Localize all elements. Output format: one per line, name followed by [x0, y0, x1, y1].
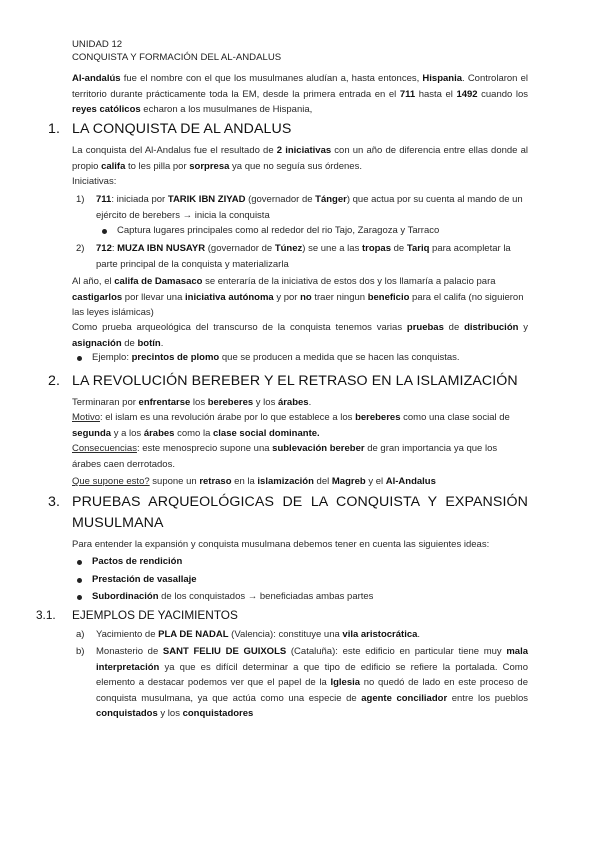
example-a-text: Yacimiento de PLA DE NADAL (Valencia): constituye una vila aristocrática.: [96, 629, 421, 640]
sub-bullet-text: Captura lugares principales como al rededor del rio Tajo, Zaragoza y Tarraco: [117, 225, 440, 236]
section-3-number: 3.: [48, 494, 61, 510]
item-2-text: 712: MUZA IBN NUSAYR (governador de Túnez) se une a las tropas de Tariq para acompletar la parte principal de la conquista y materializarla: [96, 243, 511, 270]
section-3-title-line-2: MUSULMANA: [72, 515, 164, 531]
bullet-dot-icon: [77, 595, 82, 600]
intro-paragraph: Al-andalús fue el nombre con el que los musulmanes aludían a, hasta entonces, Hispania. Controlaron el territorio durante prácticamente toda la EM, desde la primera entrada en el 711 hasta el 1492 cuando los reyes católicos echaron a los musulmanes de Hispania,: [72, 73, 529, 116]
section-3-1-title: EJEMPLOS DE YACIMIENTOS: [72, 608, 238, 622]
section-2-title: LA REVOLUCIÓN BEREBER Y EL RETRASO EN LA ISLAMIZACIÓN: [72, 373, 518, 389]
example-a-marker: a): [76, 629, 85, 640]
section-2-number: 2.: [48, 373, 61, 389]
section-2-paragraph-2: Motivo: el islam es una revolución árabe por lo que establece a los bereberes como una clase social de segunda y a los árabes como la clase social dominante.: [72, 412, 510, 439]
section-3-intro: Para entender la expansión y conquista musulmana debemos tener en cuenta las siguientes ideas:: [72, 539, 490, 550]
example-b-marker: b): [76, 646, 85, 657]
section-2-paragraph-4: Que supone esto? supone un retraso en la islamización del Magreb y el Al-Andalus: [72, 476, 436, 487]
example-b-text: Monasterio de SANT FELIU DE GUIXOLS (Cataluña): este edificio en particular tiene muy mala interpretación ya que es difícil determinar a que tipo de edificio se refiere la portalada. Como elemento a destacar podemos ver que el papel de la Iglesia no quedó de lado en este proceso de conquista musulmana, ya que actúa como una especie de agente conciliador entre los pueblos conquistados y los conquistadores: [96, 646, 528, 720]
document-subtitle: CONQUISTA Y FORMACIÓN DEL AL-ANDALUS: [72, 52, 282, 63]
section-3-bullet-3: Subordinación de los conquistados → beneficiadas ambas partes: [92, 591, 374, 602]
section-1-title: LA CONQUISTA DE AL ANDALUS: [72, 121, 292, 137]
section-1-bullet: Ejemplo: precintos de plomo que se producen a medida que se hacen las conquistas.: [92, 352, 460, 363]
section-1-number: 1.: [48, 121, 61, 137]
bullet-dot-icon: [102, 229, 107, 234]
section-3-title-line-1: PRUEBAS ARQUEOLÓGICAS DE LA CONQUISTA Y EXPANSIÓN: [72, 494, 528, 510]
section-1-paragraph-2: Al año, el califa de Damasaco se enteraría de la iniciativa de estos dos y los llamaría a palacio para castigarlos por llevar una iniciativa autónoma y por no traer ningun beneficio para el califa (no siguieron las leyes islámicas): [72, 276, 524, 319]
bullet-dot-icon: [77, 578, 82, 583]
section-2-paragraph-1: Terminaran por enfrentarse los bereberes y los árabes.: [72, 397, 312, 408]
item-2-marker: 2): [76, 243, 85, 254]
section-1-paragraph-3: Como prueba arqueológica del transcurso de la conquista tenemos varias pruebas de distribución y asignación de botín.: [72, 322, 529, 349]
section-2-paragraph-3: Consecuencias: este menosprecio supone una sublevación bereber de gran importancia ya que los árabes caen derrotados.: [72, 443, 498, 470]
iniciativas-label: Iniciativas:: [72, 176, 117, 187]
section-3-bullet-1: Pactos de rendición: [92, 556, 183, 567]
bullet-dot-icon: [77, 560, 82, 565]
item-1-text: 711: iniciada por TARIK IBN ZIYAD (governador de Tánger) que actua por su cuenta al mando de un ejército de berebers → inicia la conquista: [96, 194, 523, 221]
section-3-bullet-2: Prestación de vasallaje: [92, 574, 197, 585]
bullet-dot-icon: [77, 356, 82, 361]
section-1-paragraph-1: La conquista del Al-Andalus fue el resultado de 2 iniciativas con un año de diferencia entre ellas donde al propio califa to les pilla por sorpresa ya que no seguía sus órdenes.: [72, 145, 528, 172]
item-1-marker: 1): [76, 194, 85, 205]
unit-label: UNIDAD 12: [72, 39, 123, 50]
section-3-1-number: 3.1.: [36, 608, 56, 622]
